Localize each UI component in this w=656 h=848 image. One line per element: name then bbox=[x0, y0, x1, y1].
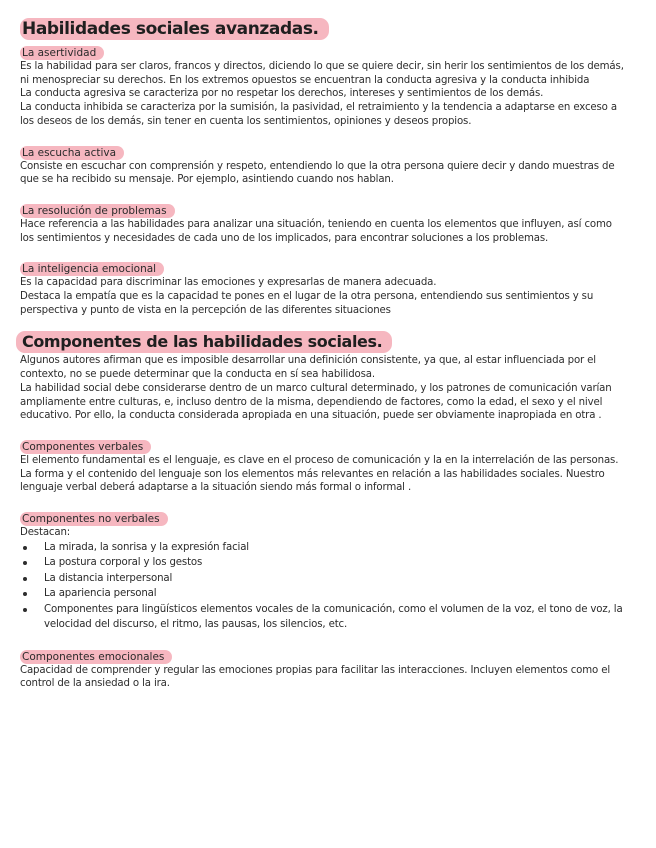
section-title-habilidades-avanzadas: Habilidades sociales avanzadas. bbox=[20, 18, 329, 40]
heading-resolucion-problemas: La resolución de problemas bbox=[20, 204, 175, 218]
asertividad-section bbox=[20, 41, 628, 129]
heading-componentes-emocionales: Componentes emocionales bbox=[20, 650, 172, 664]
heading-escucha-activa: La escucha activa bbox=[20, 146, 124, 160]
escucha-section bbox=[20, 141, 628, 187]
list-item bbox=[20, 540, 628, 556]
list-item-text: La distancia interpersonal bbox=[44, 572, 173, 584]
paragraph: El elemento fundamental es el lenguaje, es clave en el proceso de comunicación y la en la interrelación de las personas. La forma y el contenido del lenguaje son los elementos más relevantes en relación a las habilidades sociales. Nuestro lenguaje verbal deberá adaptarse a la situación siendo más formal o informal . bbox=[20, 454, 619, 494]
bullet-list bbox=[20, 540, 628, 633]
paragraph: Es la habilidad para ser claros, francos y directos, diciendo lo que se quiere decir, sin herir los sentimientos de los demás, ni menospreciar su derechos. En los extremos opuestos se encuentran la conducta agresiva y la conducta inhibida bbox=[20, 61, 624, 86]
bullet-icon bbox=[23, 577, 27, 581]
bullet-icon bbox=[23, 561, 27, 565]
paragraph: Capacidad de comprender y regular las emociones propias para facilitar las interacciones. Incluyen elementos como el control de la ansiedad o la ira. bbox=[20, 664, 611, 690]
paragraph: La conducta inhibida se caracteriza por la sumisión, la pasividad, el retraimiento y la tendencia a adaptarse en exceso a los deseos de los demás, sin tener en cuenta los sentimientos, opiniones y deseos propios. bbox=[20, 102, 617, 127]
list-item bbox=[20, 586, 628, 602]
list-item-text: La postura corporal y los gestos bbox=[44, 557, 203, 569]
paragraph: Algunos autores afirman que es imposible desarrollar una definición consistente, ya que, al estar influenciada por el contexto, no se puede determinar que la conducta en sí sea habilidosa. bbox=[20, 355, 596, 381]
list-item-text: La mirada, la sonrisa y la expresión facial bbox=[44, 541, 249, 553]
resolucion-section bbox=[20, 199, 628, 245]
heading-inteligencia-emocional: La inteligencia emocional bbox=[20, 262, 164, 276]
emocionales-section bbox=[20, 645, 628, 691]
heading-componentes-verbales: Componentes verbales bbox=[20, 440, 151, 454]
paragraph: Destaca la empatía que es la capacidad te pones en el lugar de la otra persona, entendiendo sus sentimientos y su perspectiva y punto de vista en la percepción de las diferentes situaciones bbox=[20, 291, 594, 316]
list-item bbox=[20, 571, 628, 587]
list-item bbox=[20, 602, 628, 633]
bullet-icon bbox=[23, 592, 27, 596]
list-item bbox=[20, 555, 628, 571]
paragraph: Hace referencia a las habilidades para analizar una situación, teniendo en cuenta los elementos que influyen, así como los sentimientos y necesidades de cada uno de los implicados, para encontrar soluciones a los problemas. bbox=[20, 218, 612, 244]
paragraph: Consiste en escuchar con comprensión y respeto, entendiendo lo que la otra persona quiere decir y dando muestras de que se ha recibido su mensaje. Por ejemplo, asintiendo cuando nos hablan. bbox=[20, 160, 615, 186]
heading-asertividad: La asertividad bbox=[20, 46, 104, 60]
verbales-section bbox=[20, 435, 628, 495]
paragraph: La conducta agresiva se caracteriza por no respetar los derechos, intereses y sentimientos de los demás. bbox=[20, 88, 544, 100]
no-verbales-section bbox=[20, 507, 628, 633]
inteligencia-section bbox=[20, 257, 628, 317]
bullet-icon bbox=[23, 546, 27, 550]
list-lead: Destacan: bbox=[20, 527, 71, 539]
list-item-text: Componentes para lingüísticos elementos vocales de la comunicación, como el volumen de la voz, el tono de voz, la velocidad del discurso, el ritmo, las pausas, los silencios, etc. bbox=[44, 603, 623, 631]
paragraph: La habilidad social debe considerarse dentro de un marco cultural determinado, y los patrones de comunicación varían ampliamente entre culturas, e, incluso dentro de la misma, dependiendo de factores, como la edad, el sexo y el nivel educativo. Por ello, la conducta considerada apropiada en una situación, puede ser obviamente inapropiada en otra . bbox=[20, 382, 612, 422]
paragraph: Es la capacidad para discriminar las emociones y expresarlas de manera adecuada. bbox=[20, 277, 437, 289]
list-item-text: La apariencia personal bbox=[44, 588, 157, 600]
bullet-icon bbox=[23, 608, 27, 612]
componentes-intro bbox=[20, 354, 628, 423]
heading-componentes-no-verbales: Componentes no verbales bbox=[20, 512, 168, 526]
section-title-componentes: Componentes de las habilidades sociales. bbox=[16, 331, 392, 353]
